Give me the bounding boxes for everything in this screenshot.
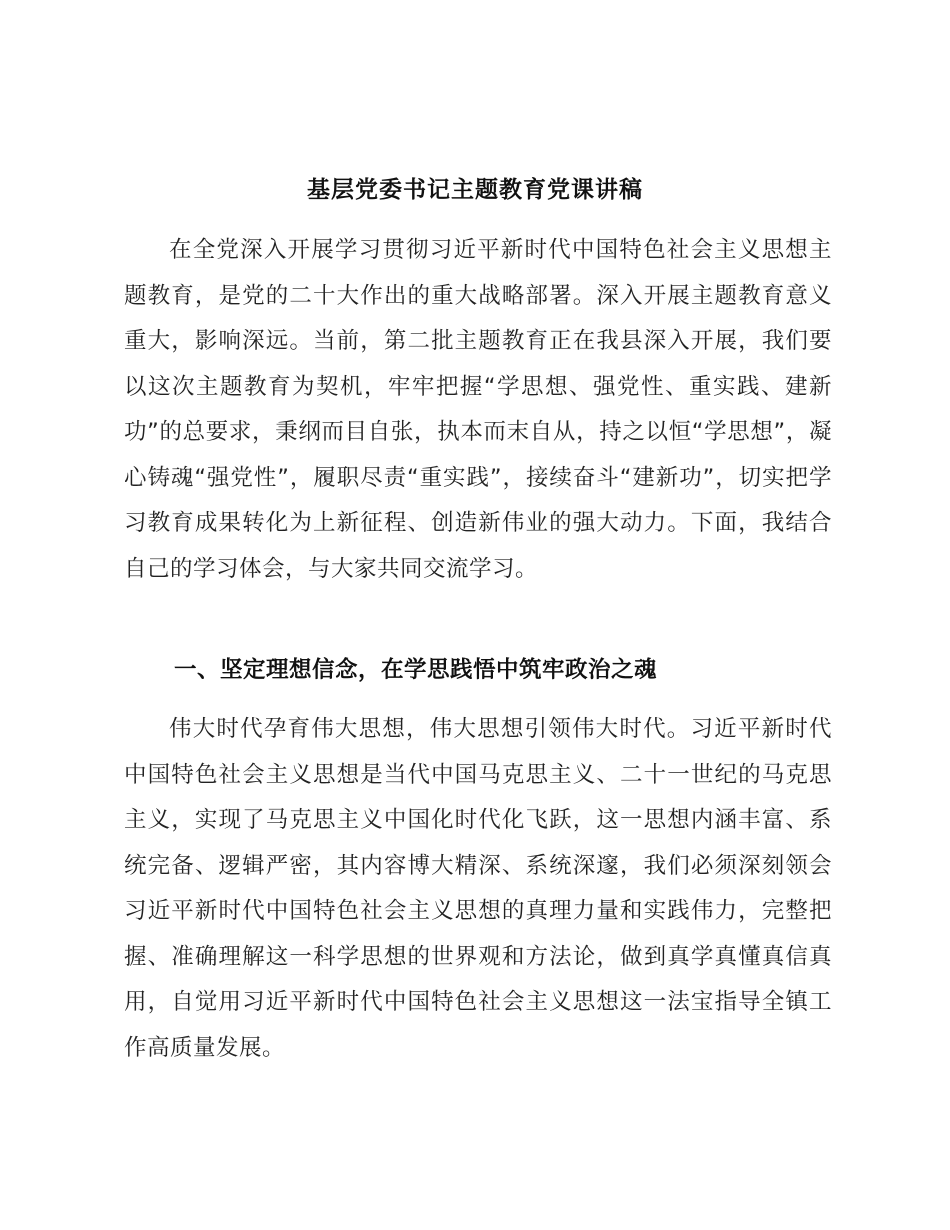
document-title: 基层党委书记主题教育党课讲稿	[307, 176, 643, 203]
intro-paragraph: 在全党深入开展学习贯彻习近平新时代中国特色社会主义思想主题教育，是党的二十大作出的重大战略部署。深入开展主题教育意义重大，影响深远。当前，第二批主题教育正在我县深入开展，我们要以这次主题教育为契机，牢牢把握“学思想、强党性、重实践、建新功”的总要求，秉纲而目自张，执本而末自从，持之以恒“学思想”，凝心铸魂“强党性”，履职尽责“重实践”，接续奋斗“建新功”，切实把学习教育成果转化为上新征程、创造新伟业的强大动力。下面，我结合自己的学习体会，与大家共同交流学习。	[124, 237, 832, 582]
section-heading: 一、坚定理想信念，在学思践悟中筑牢政治之魂	[174, 657, 658, 683]
section-paragraph: 伟大时代孕育伟大思想，伟大思想引领伟大时代。习近平新时代中国特色社会主义思想是当代中国马克思主义、二十一世纪的马克思主义，实现了马克思主义中国化时代化飞跃，这一思想内涵丰富、系统完备、逻辑严密，其内容博大精深、系统深邃，我们必须深刻领会习近平新时代中国特色社会主义思想的真理力量和实践伟力，完整把握、准确理解这一科学思想的世界观和方法论，做到真学真懂真信真用，自觉用习近平新时代中国特色社会主义思想这一法宝指导全镇工作高质量发展。	[124, 716, 832, 1061]
